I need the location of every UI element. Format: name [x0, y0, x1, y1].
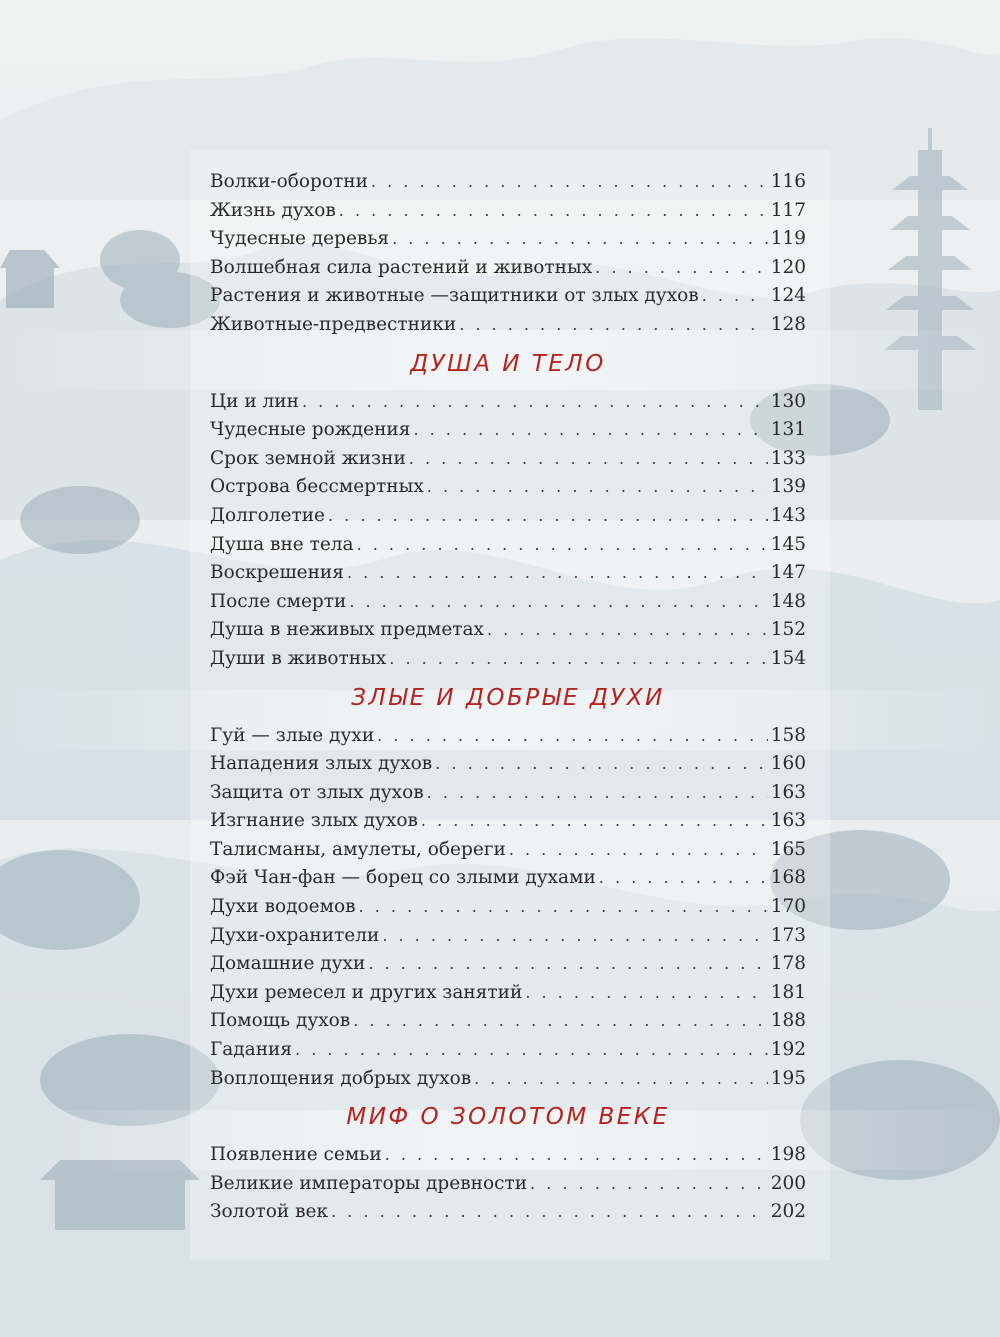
toc-entry-page-number: 165: [770, 838, 806, 860]
dot-leader: [328, 502, 768, 531]
toc-entry[interactable]: [210, 722, 806, 751]
toc-entry[interactable]: [210, 922, 806, 951]
toc-entry[interactable]: [210, 979, 806, 1008]
toc-entry-title: Гуй — злые духи: [210, 724, 375, 746]
toc-entry[interactable]: [210, 750, 806, 779]
dot-leader: [353, 1007, 767, 1036]
toc-entry-page-number: 192: [770, 1039, 806, 1061]
toc-entry-title: Изгнание злых духов: [210, 810, 418, 832]
toc-entry-page-number: 163: [770, 810, 806, 832]
toc-entry-title: Души в животных: [210, 647, 387, 669]
dot-leader: [392, 225, 768, 254]
toc-entry-title: Появление семьи: [210, 1144, 382, 1166]
toc-entry-page-number: 116: [770, 171, 806, 192]
toc-entry-title: Срок земной жизни: [210, 447, 406, 469]
toc-entry-title: Защита от злых духов: [210, 781, 424, 803]
dot-leader: [525, 979, 767, 1008]
toc-entry[interactable]: [210, 588, 806, 617]
dot-leader: [530, 1170, 768, 1199]
toc-entry-title: Талисманы, амулеты, обереги: [210, 838, 506, 860]
toc-entry-page-number: 170: [770, 896, 806, 918]
toc-entry[interactable]: [210, 1170, 806, 1199]
toc-entry[interactable]: [210, 1036, 806, 1065]
section-heading: ЗЛЫЕ И ДОБРЫЕ ДУХИ: [351, 684, 665, 711]
toc-entry-page-number: 160: [770, 753, 806, 775]
dot-leader: [509, 836, 768, 865]
toc-entry-page-number: 128: [770, 313, 806, 335]
toc-entry-title: Духи ремесел и других занятий: [210, 981, 523, 1003]
toc-entry-page-number: 168: [770, 867, 806, 889]
toc-section-continued: [210, 168, 806, 340]
toc-entry-page-number: 158: [770, 724, 806, 746]
toc-entry-page-number: 145: [770, 533, 806, 555]
toc-entry-title: Духи-охранители: [210, 924, 380, 946]
toc-entry[interactable]: [210, 950, 806, 979]
toc-entry[interactable]: [210, 282, 806, 311]
toc-entry-page-number: 178: [770, 953, 806, 975]
dot-leader: [371, 168, 768, 197]
toc-entry-page-number: 188: [770, 1010, 806, 1032]
section-heading: ДУША И ТЕЛО: [410, 350, 606, 377]
dot-leader: [409, 445, 768, 474]
toc-entry-title: Фэй Чан-фан — борец со злыми духами: [210, 867, 596, 889]
section-heading: МИФ О ЗОЛОТОМ ВЕКЕ: [346, 1104, 670, 1131]
dot-leader: [702, 282, 768, 311]
toc-entry-page-number: 152: [770, 619, 806, 641]
dot-leader: [302, 388, 768, 417]
dot-leader: [389, 645, 767, 674]
toc-entry[interactable]: [210, 893, 806, 922]
toc-entry-page-number: 148: [770, 590, 806, 612]
toc-entry[interactable]: [210, 254, 806, 283]
dot-leader: [359, 893, 768, 922]
toc-entry-title: Помощь духов: [210, 1010, 351, 1032]
toc-entry[interactable]: [210, 1141, 806, 1170]
toc-entry-title: Золотой век: [210, 1201, 329, 1223]
toc-entry[interactable]: [210, 1065, 806, 1094]
toc-entry-title: Растения и животные —защитники от злых духов: [210, 285, 699, 307]
toc-entry-title: Волки-оборотни: [210, 171, 368, 192]
toc-entry-title: Духи водоемов: [210, 896, 356, 918]
toc-entry-title: Воскрешения: [210, 562, 344, 584]
toc-entry-page-number: 119: [770, 228, 806, 250]
toc-entry-title: Чудесные рождения: [210, 419, 411, 441]
toc-entry-title: Воплощения добрых духов: [210, 1067, 472, 1089]
toc-entry[interactable]: [210, 197, 806, 226]
toc-entry[interactable]: [210, 531, 806, 560]
toc-entry-page-number: 143: [770, 504, 806, 526]
toc-entry-title: После смерти: [210, 590, 347, 612]
toc-entry-title: Домашние духи: [210, 953, 366, 975]
toc-entry[interactable]: [210, 502, 806, 531]
dot-leader: [347, 559, 768, 588]
dot-leader: [413, 416, 767, 445]
toc-entry-page-number: 120: [770, 256, 806, 278]
dot-leader: [295, 1036, 768, 1065]
toc-entry-page-number: 200: [770, 1172, 806, 1194]
toc-entry-page-number: 133: [770, 447, 806, 469]
dot-leader: [599, 864, 768, 893]
dot-leader: [385, 1141, 768, 1170]
toc-entry-title: Великие императоры древности: [210, 1172, 528, 1194]
toc-entry-title: Душа в неживых предметах: [210, 619, 484, 641]
toc-entry[interactable]: [210, 616, 806, 645]
toc-entry-page-number: 181: [770, 981, 806, 1003]
toc-entry-title: Острова бессмертных: [210, 476, 424, 498]
toc-entry[interactable]: [210, 1007, 806, 1036]
toc-entry-title: Животные-предвестники: [210, 313, 457, 335]
toc-entry-title: Ци и лин: [210, 390, 299, 412]
toc-entry-page-number: 202: [770, 1201, 806, 1223]
toc-entry[interactable]: [210, 311, 806, 340]
toc-entry-page-number: 198: [770, 1144, 806, 1166]
toc-entry-title: Нападения злых духов: [210, 753, 433, 775]
toc-entry[interactable]: [210, 168, 806, 197]
dot-leader: [435, 750, 767, 779]
dot-leader: [487, 616, 768, 645]
toc-entry[interactable]: [210, 645, 806, 674]
dot-leader: [427, 779, 768, 808]
toc-entry-page-number: 195: [770, 1067, 806, 1089]
toc-entry-page-number: 173: [770, 924, 806, 946]
dot-leader: [357, 531, 768, 560]
toc-entry[interactable]: [210, 388, 806, 417]
toc-section: [210, 1093, 806, 1227]
toc-entry-page-number: 154: [770, 647, 806, 669]
toc-entry[interactable]: [210, 779, 806, 808]
dot-leader: [421, 807, 768, 836]
toc-entry-page-number: 130: [770, 390, 806, 412]
dot-leader: [474, 1065, 768, 1094]
dot-leader: [339, 197, 768, 226]
toc-entry-title: Жизнь духов: [210, 199, 336, 221]
toc-entry-page-number: 139: [770, 476, 806, 498]
toc-entry[interactable]: [210, 416, 806, 445]
toc-entry-page-number: 147: [770, 562, 806, 584]
toc-entry[interactable]: [210, 836, 806, 865]
toc-entry-page-number: 163: [770, 781, 806, 803]
toc-entry-title: Волшебная сила растений и животных: [210, 256, 593, 278]
dot-leader: [427, 473, 768, 502]
dot-leader: [377, 722, 768, 751]
table-of-contents: [210, 168, 806, 1227]
toc-entry-title: Чудесные деревья: [210, 228, 390, 250]
dot-leader: [595, 254, 768, 283]
toc-entry[interactable]: [210, 864, 806, 893]
toc-entry[interactable]: [210, 445, 806, 474]
toc-section: [210, 674, 806, 1094]
toc-entry[interactable]: [210, 1198, 806, 1227]
toc-entry[interactable]: [210, 473, 806, 502]
toc-entry-title: Долголетие: [210, 504, 325, 526]
dot-leader: [331, 1198, 768, 1227]
toc-entry[interactable]: [210, 225, 806, 254]
toc-entry-page-number: 131: [770, 419, 806, 441]
toc-entry-title: Душа вне тела: [210, 533, 354, 555]
toc-entry-page-number: 117: [770, 199, 806, 221]
toc-entry[interactable]: [210, 807, 806, 836]
dot-leader: [368, 950, 767, 979]
dot-leader: [459, 311, 768, 340]
toc-section: [210, 340, 806, 674]
toc-entry[interactable]: [210, 559, 806, 588]
toc-entry-page-number: 124: [770, 285, 806, 307]
dot-leader: [349, 588, 767, 617]
toc-entry-title: Гадания: [210, 1039, 293, 1061]
dot-leader: [382, 922, 767, 951]
